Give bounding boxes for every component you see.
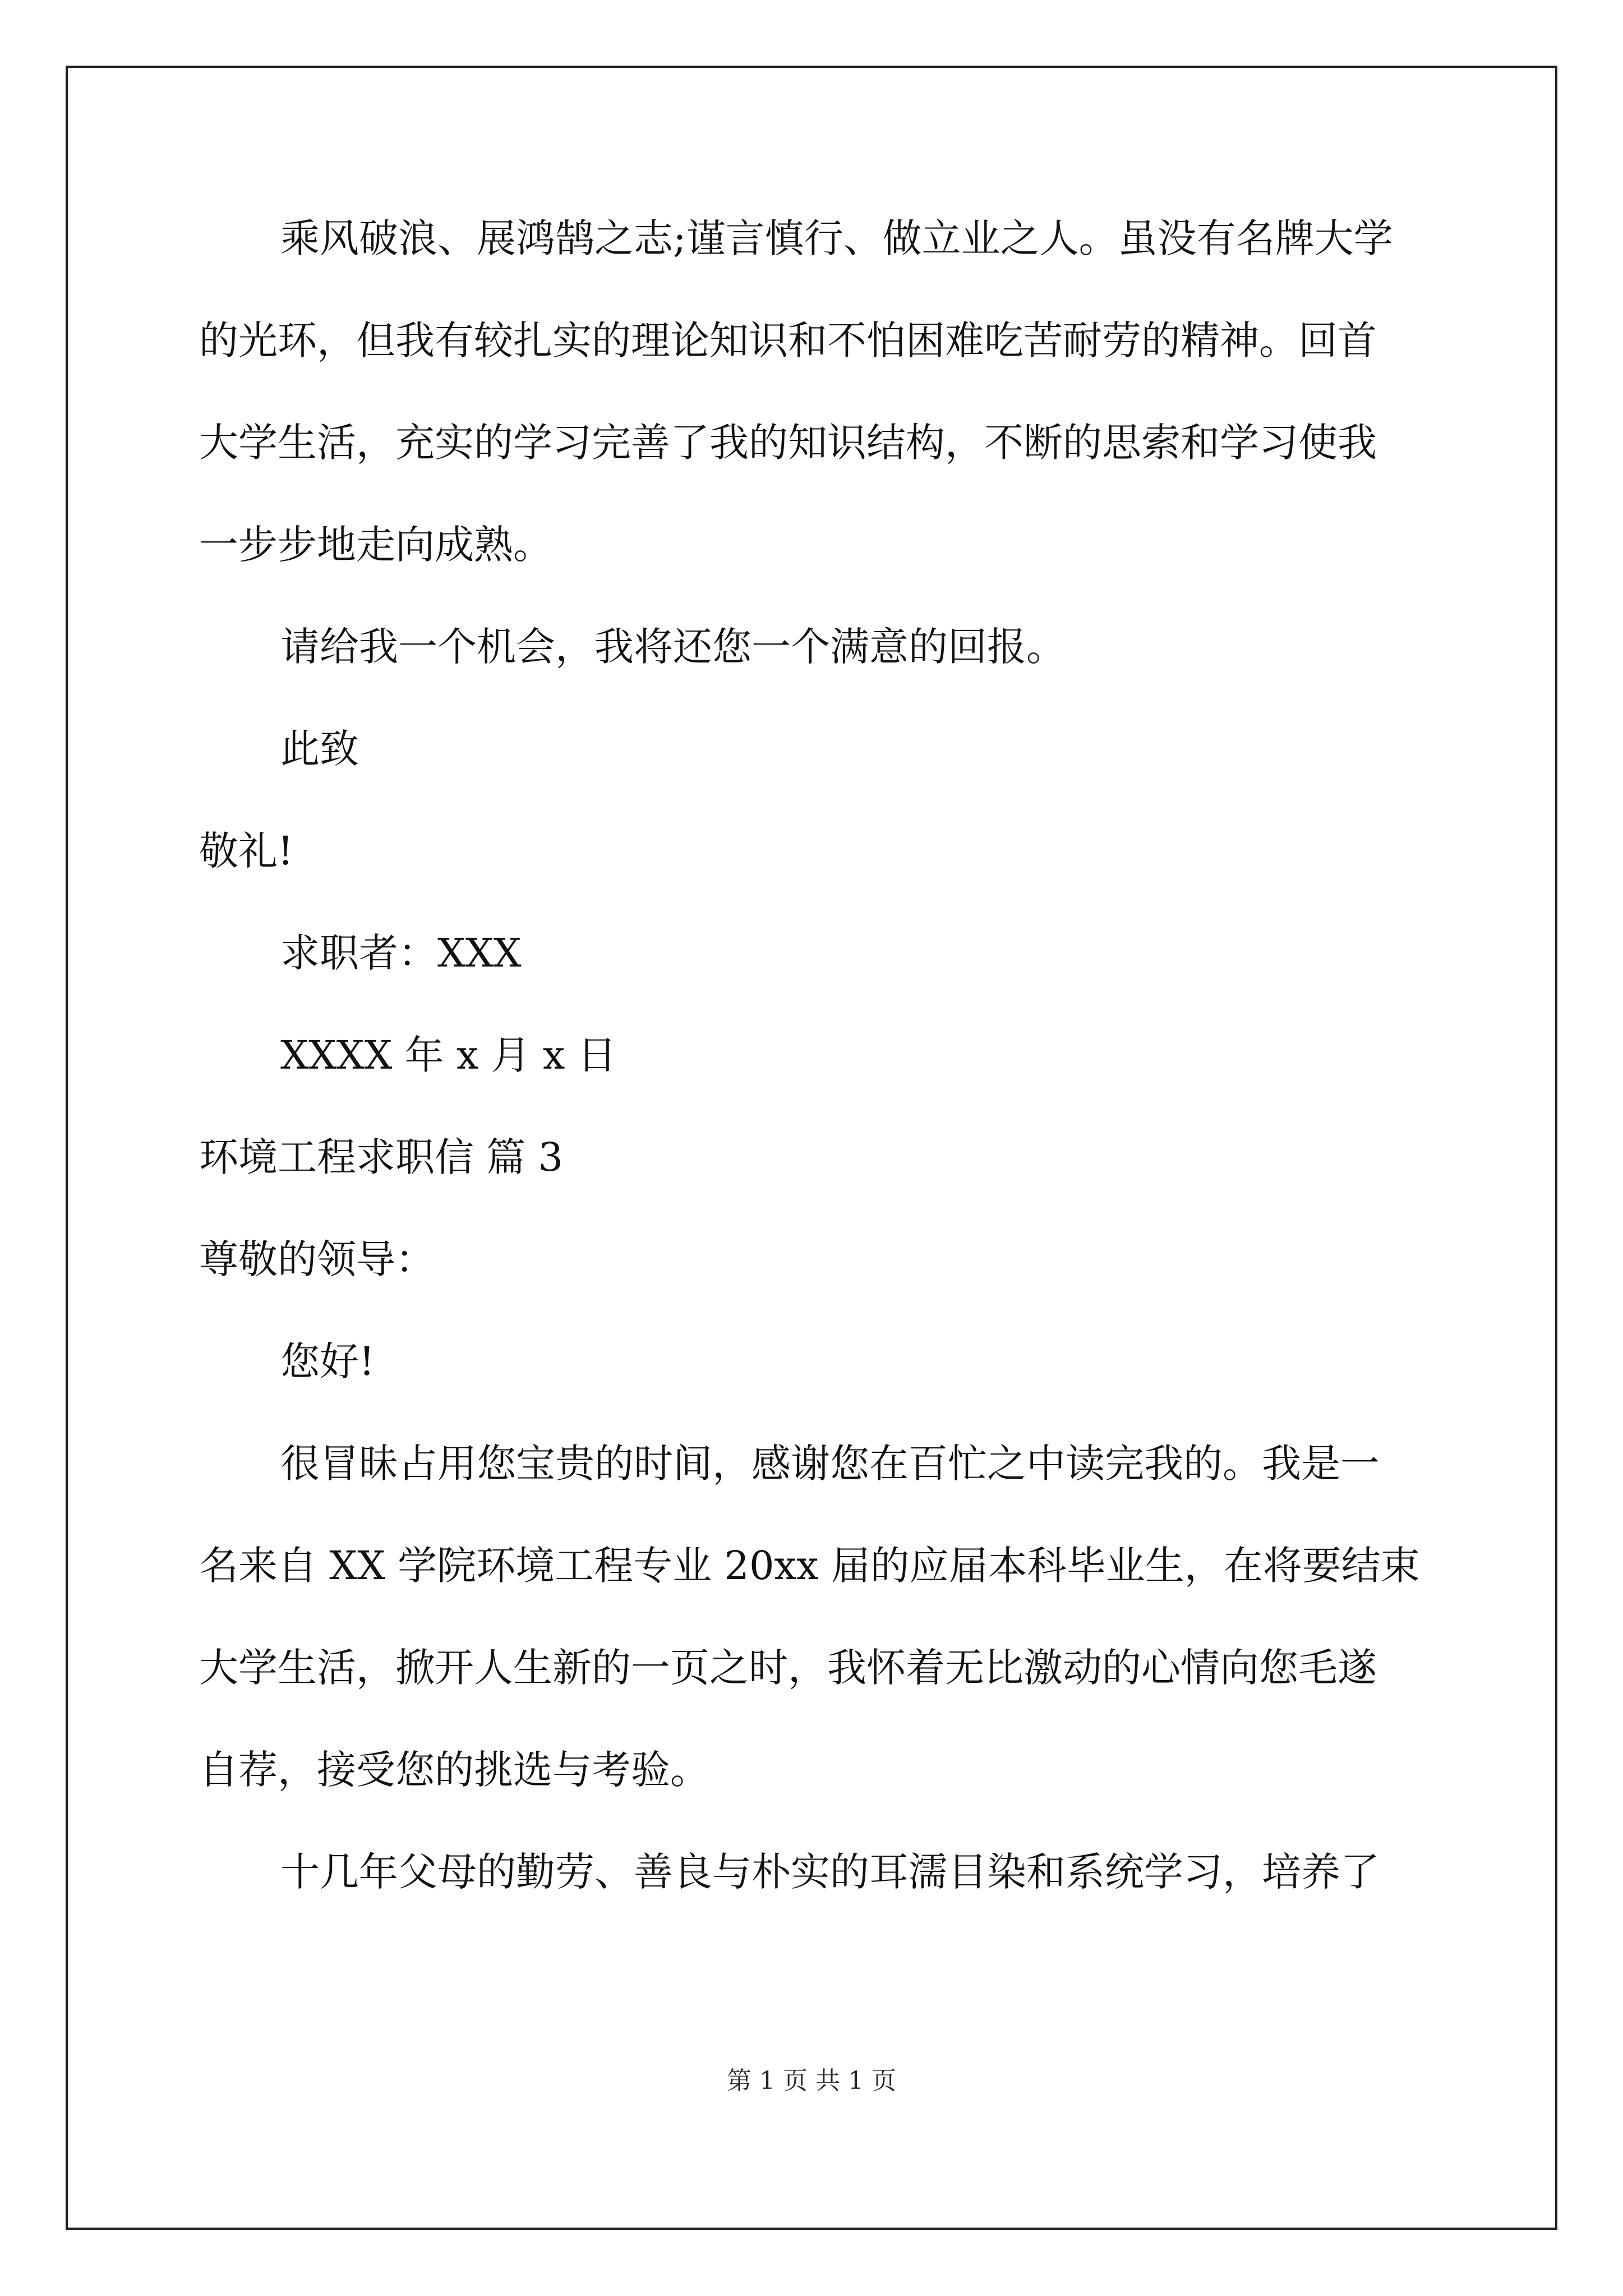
text-line: 乘风破浪、展鸿鹄之志;谨言慎行、做立业之人。虽没有名牌大学 (280, 215, 1393, 261)
text-line: 名来自 XX 学院环境工程专业 20xx 届的应届本科毕业生，在将要结束 (199, 1543, 1420, 1589)
closing-regards: 敬礼! (199, 828, 294, 874)
text-line: 大学生活，充实的学习完善了我的知识结构，不断的思索和学习使我 (199, 420, 1377, 466)
page-footer: 第 1 页 共 1 页 (727, 2067, 896, 2095)
text-line: 的光环，但我有较扎实的理论知识和不怕困难吃苦耐劳的精神。回首 (199, 318, 1377, 364)
signature-line: 求职者：XXX (280, 930, 522, 976)
text-line: 十几年父母的勤劳、善良与朴实的耳濡目染和系统学习，培养了 (280, 1849, 1380, 1895)
text-line: 大学生活，掀开人生新的一页之时，我怀着无比激动的心情向您毛遂 (199, 1645, 1377, 1691)
date-line: XXXX 年 x 月 x 日 (280, 1032, 617, 1078)
text-line: 请给我一个机会，我将还您一个满意的回报。 (280, 624, 1066, 670)
greeting: 尊敬的领导： (199, 1236, 435, 1282)
section-title: 环境工程求职信 篇 3 (199, 1134, 564, 1180)
greeting-hello: 您好! (280, 1338, 375, 1384)
text-line: 一步步地走向成熟。 (199, 522, 552, 568)
text-line: 很冒昧占用您宝贵的时间，感谢您在百忙之中读完我的。我是一 (280, 1441, 1380, 1487)
text-line: 自荐，接受您的挑选与考验。 (199, 1747, 709, 1793)
closing-salutation: 此致 (280, 726, 359, 772)
